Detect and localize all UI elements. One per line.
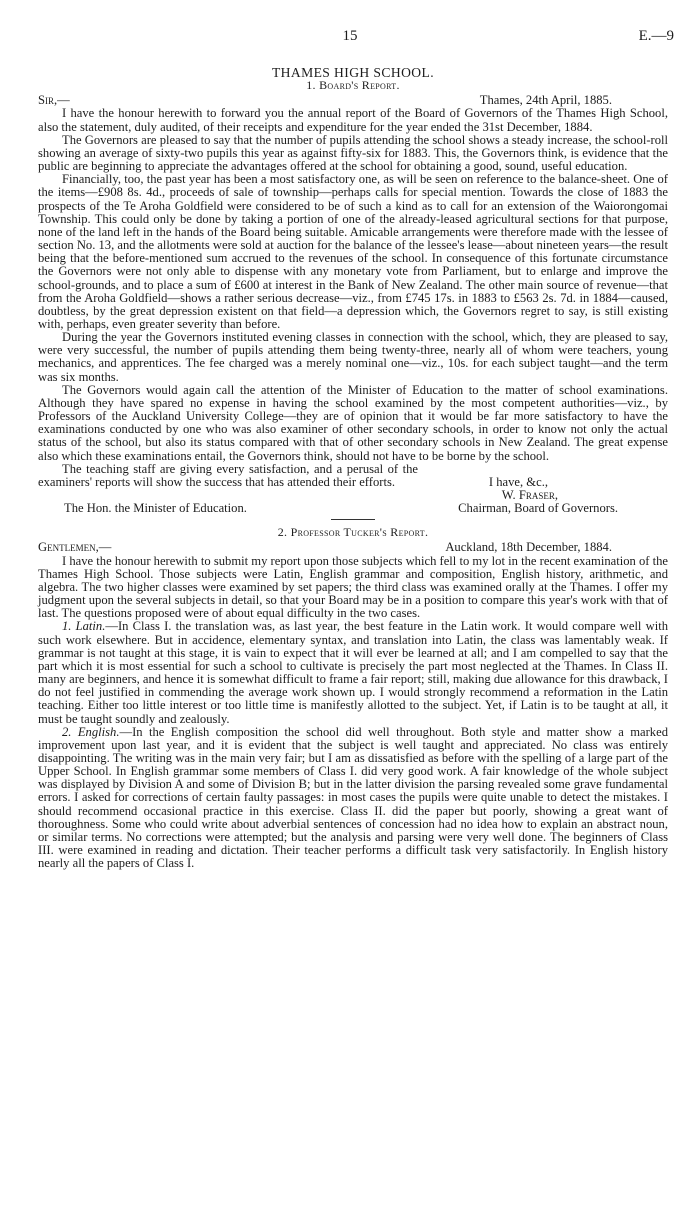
tucker-report-salutation-row <box>38 541 668 554</box>
board-report-paragraph: During the year the Governors instituted evening classes in connection with the school, which, they are pleased to say, were very successful, the number of pupils attending them being twenty-three, nearly all of whom were teachers, young mechanics, and apprentices. The fee charged was a merely nominal one—viz., 10s. for each subject taught—and the term was six months. <box>38 330 668 384</box>
board-report-address-row <box>38 502 668 515</box>
page-number: 15 <box>342 28 358 44</box>
board-report-signer-title: Chairman, Board of Governors. <box>458 501 618 516</box>
board-report-place-date: Thames, 24th April, 1885. <box>479 93 612 108</box>
section-code: E.—9 <box>638 28 674 44</box>
board-report-closing: I have, &c., <box>488 474 548 489</box>
tucker-report-english <box>38 726 668 871</box>
board-report-addressee: The Hon. the Minister of Education. <box>64 501 247 516</box>
board-report-paragraph: The teaching staff are giving every satisfaction, and a perusal of the examiners' reports will show the success that has attended their efforts. <box>38 461 418 489</box>
tucker-report-place-date: Auckland, 18th December, 1884. <box>445 540 612 555</box>
english-text: —In the English composition the school did well throughout. Both style and matter show a marked improvement upon last year, and it is evident that the subject is well taught and appreciated. No class was entirely disappointing. The writing was in the main very fair; but I am as dissatisfied as before with the spelling of a large part of the Upper School. In English grammar some members of Class I. did very good work. A fair knowledge of the whole subject was displayed by Division A and some of Division B; but in the latter division the parsing revealed some grave fundamental errors. I asked for corrections of certain faulty passages: in most cases the pupils were quite unable to detect the mistakes. I should recommend occasional practice in this exercise. Class II. did the paper but poorly, showing a great want of thoroughness. Some who could write about adverbial sentences of concession had no idea how to explain an abstract noun, or similar terms. No corrections were attempted; but the analysis and parsing were very well done. The beginners of Class III. were examined in reading and dictation. Their teacher performs a difficult task very satisfactorily. In English history nearly all the papers of Class I. <box>38 724 668 871</box>
tucker-report-intro: I have the honour herewith to submit my report upon those subjects which fell to my lot in the recent examination of the Thames High School. Those subjects were Latin, English grammar and composition, English history, arithmetic, and algebra. The two higher classes were examined by set papers; the third class was examined orally at the Thames. I offer my judgment upon the several subjects in detail, so that your Board may be in a position to compare this year's work with that of last. The questions proposed were of about equal difficulty in the two cases. <box>38 553 668 621</box>
board-report-section <box>38 66 668 870</box>
tucker-report-latin <box>38 620 668 725</box>
section-divider <box>331 519 375 520</box>
latin-heading: 1. Latin. <box>62 619 106 634</box>
board-report-paragraph: The Governors would again call the attention of the Minister of Education to the matter of school examinations. Although they have spared no expense in having the school examined by the most competent authorities—viz., by Professors of the Auckland University College—they are of opinion that it would be far more satisfactory to have the examinations conducted by one who was also examiner of other secondary schools, in order to know not only the actual status of the school, but also its status compared with that of other secondary schools in New Zealand. The great expense also which these examinations entail, the Governors think, should not have to be borne by the school. <box>38 382 668 463</box>
tucker-report-subtitle: 2. Professor Tucker's Report. <box>277 525 429 540</box>
board-report-paragraph: Financially, too, the past year has been a most satisfactory one, as will be seen on reference to the balance-sheet. One of the items—£908 8s. 4d., proceeds of sale of township—perhaps calls for special mention. Towards the close of 1883 the prospects of the Te Aroha Goldfield were considered to be of such a kind as to call for an extension of the Waiorongomai Township. This could only be done by taking a portion of one of the already-leased agricultural sections for that purpose, none of the land left in the hands of the Board being suitable. Amicable arrangements were therefore made with the lessee of section No. 13, and the allotments were sold at auction for the balance of the lessee's lease—about nineteen years—the result being that the before-mentioned sum accrued to the revenues of the school. In consequence of this fortunate circumstance the Governors were not only able to dispense with any monetary vote from Parliament, but to enlarge and improve the school-grounds, and to place a sum of £600 at interest in the Bank of New Zealand. The other main source of revenue—that from the Aroha Goldfield—shows a rather serious decrease—viz., from £745 17s. in 1883 to £563 2s. 7d. in 1884—caused, doubtless, by the great depression existent on that field—a depression which, the Governors regret to say, is still existing with, perhaps, even greater severity than before. <box>38 172 668 331</box>
english-heading: 2. English. <box>62 724 120 739</box>
board-report-closing-row <box>38 463 668 489</box>
board-report-paragraph: The Governors are pleased to say that the number of pupils attending the school shows a steady increase, the school-roll showing an average of sixty-two pupils this year as against fifty-six for 1883. This, the Governors think, is evidence that the public are beginning to appreciate the advantages offered at the school for obtaining a good, sound, useful education. <box>38 132 668 174</box>
board-report-paragraph: I have the honour herewith to forward you the annual report of the Board of Governors of the Thames High School, also the statement, duly audited, of their receipts and expenditure for the year ended the 31st December, 1884. <box>38 106 668 134</box>
board-report-subtitle: 1. Board's Report. <box>306 78 400 93</box>
board-report-salutation: Sir,— <box>38 93 70 108</box>
latin-text: —In Class I. the translation was, as last year, the best feature in the Latin work. It would compare well with such work elsewhere. But in accidence, elementary syntax, and translation into Latin, the class was lamentably weak. If grammar is not taught at this stage, it is vain to expect that it will ever be learned at all; and I am compelled to say that the part which it is most essential for such a school to cultivate is precisely the part most neglected at the Thames. In Class II. many are beginners, and hence it is somewhat difficult to frame a fair report; still, making due allowance for this drawback, I do not feel justified in commending the average work shown up. I would strongly recommend a reformation in the Latin teaching. Either too little interest or too little time is manifestly allotted to the subject. Yet, if Latin is to be taught at all, it must be taught soundly and zealously. <box>38 619 668 726</box>
page-title: THAMES HIGH SCHOOL. <box>271 65 435 80</box>
board-report-signer: W. Fraser, <box>501 488 558 502</box>
tucker-report-salutation: Gentlemen,— <box>38 540 112 555</box>
